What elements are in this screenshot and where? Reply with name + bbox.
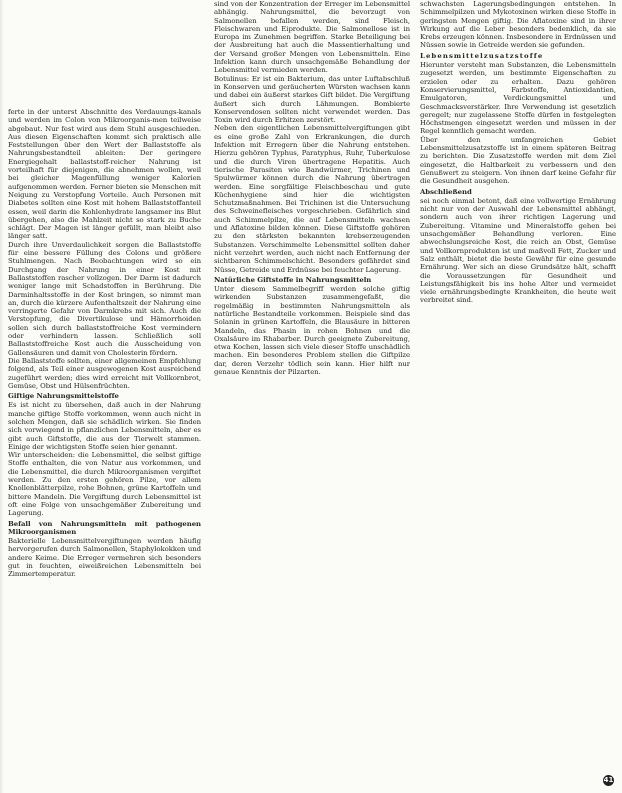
- paragraph: Die Ballaststoffe sollten, einer allgemeinen Empfehlung folgend, als Teil einer ausgewogenen Kost ausreichend zugeführt werden; dies wird erreicht mit Vollkornbrot, Gemüse, Obst und Hülsenfrüchten.: [8, 356, 201, 390]
- text-column-1: [8, 108, 201, 780]
- paragraph: Durch ihre Unverdaulichkeit sorgen die Ballaststoffe für eine bessere Füllung des Colons und größere Stuhlmengen. Nach Beobachtungen wird so ein Durchgang der Nahrung in einer Kost mit Ballaststoffen rascher vollzogen. Der Darm ist dadurch weniger lange mit Schadstoffen in Berührung. Die Darminhaltsstoffe in der Kost bringen, so nimmt man an, durch die kürzere Aufenthaltszeit der Nahrung eine verringerte Gefahr von Darmkrebs mit sich. Auch die Verstopfung, die Divertikulose und Hämorrhoiden sollen sich durch ballaststoffreiche Kost vermindern oder verhindern lassen. Schließlich soll Ballaststoffreiche Kost auch die Ausscheidung von Gallensäuren und damit von Cholesterin fördern.: [8, 240, 201, 357]
- section-heading: Giftige Nahrungsmittelstoffe: [8, 392, 119, 401]
- paragraph: Es ist nicht zu übersehen, daß auch in der Nahrung manche giftige Stoffe vorkommen, wenn auch nicht in solchen Mengen, daß sie schädlich wirken. Sie finden sich vorwiegend in pflanzlichen Lebensmitteln, aber es gibt auch Giftstoffe, die aus der Tierwelt stammen. Einige der wichtigsten Stoffe seien hier genannt.: [8, 401, 201, 451]
- paragraph: Bakterielle Lebensmittelvergiftungen werden häufig hervorgerufen durch Salmonellen, Staphylokokken und andere Keime. Die Erreger vermehren sich besonders gut in feuchten, eiweißreichen Lebensmitteln bei Zimmertemperatur.: [8, 537, 201, 579]
- section-heading: Abschließend: [420, 187, 472, 196]
- page-number-badge: 41: [603, 776, 614, 784]
- text-column-3: [420, 0, 616, 780]
- scan-edge-shadow: [0, 0, 4, 793]
- text-column-2: [214, 0, 410, 780]
- paragraph: Hierunter versteht man Substanzen, die Lebensmitteln zugesetzt werden, um bestimmte Eigenschaften zu erzielen oder zu erhalten. Dazu gehören Konservierungsmittel, Farbstoffe, Antioxidantien, Emulgatoren, Verdickungsmittel und Geschmacksverstärker. Ihre Verwendung ist gesetzlich geregelt; nur zugelassene Stoffe dürfen in festgelegten Höchstmengen eingesetzt werden und müssen in der Regel kenntlich gemacht werden.: [420, 61, 616, 136]
- section-heading: Befall von Nahrungsmitteln mit pathogenen Mikroorganismen: [8, 519, 201, 536]
- paragraph: ferte in der unterst Abschnitte des Verdauungs-kanals und werden im Colon von Mikroorganis-men teilweise abgebaut. Nur fest wird aus dem Stuhl ausgeschieden. Aus diesen Eigenschaften kommt sich praktisch alle Feststellungen über den Wert der Ballaststoffe als Nahrungsbestandteil ableiten: Der geringere Energiegehalt ballaststoff-reicher Nahrung ist vorteilhaft für diejenigen, die abnehmen wollen, weil bei gleicher Magenfüllung weniger Kalorien aufgenommen werden. Ferner bieten sie Menschen mit Neigung zu Verstopfung Vorteile. Auch Personen mit Diabetes sollten eine Kost mit hohem Ballaststoffanteil essen, weil darin die Kohlenhydrate langsamer ins Blut übergehen, also die Mahlzeit nicht so stark zu Buche schlägt. Der Magen ist länger gefüllt, man bleibt also länger satt.: [8, 108, 201, 241]
- section-heading: Natürliche Giftstoffe in Nahrungsmitteln: [214, 275, 372, 284]
- paragraph: sei noch einmal betont, daß eine vollwertige Ernährung nicht nur von der Auswahl der Lebensmittel abhängt, sondern auch von ihrer richtigen Lagerung und Zubereitung. Vitamine und Mineralstoffe gehen bei unsachgemäßer Behandlung verloren. Eine abwechslungsreiche Kost, die reich an Obst, Gemüse und Vollkornprodukten ist und maßvoll Fett, Zucker und Salz enthält, bietet die beste Gewähr für eine gesunde Ernährung. Wer sich an diese Grundsätze hält, schafft die Voraussetzungen für Gesundheit und Leistungsfähigkeit bis ins hohe Alter und vermeidet viele ernährungsbedingte Krankheiten, die heute weit verbreitet sind.: [420, 196, 616, 305]
- paragraph: Botulinus: Er ist ein Bakterium, das unter Luftabschluß in Konserven und geräucherten Würsten wachsen kann und dabei ein äußerst starkes Gift bildet. Die Vergiftung äußert sich durch Lähmungen. Bombierte Konservendosen sollten nicht verwendet werden. Das Toxin wird durch Erhitzen zerstört.: [214, 74, 410, 125]
- paragraph: Neben den eigentlichen Lebensmittelvergiftungen gibt es eine große Zahl von Erkrankungen, die durch Infektion mit Erregern über die Nahrung entstehen. Hierzu gehören Typhus, Paratyphus, Ruhr, Tuberkulose und die durch Viren übertragene Hepatitis. Auch tierische Parasiten wie Bandwürmer, Trichinen und Spulwürmer können durch die Nahrung übertragen werden. Eine sorgfältige Fleischbeschau und gute Küchenhygiene sind hier die wichtigsten Schutzmaßnahmen. Bei Trichinen ist die Untersuchung des Schweinefleisches vorgeschrieben. Gefährlich sind auch Schimmelpilze, die auf Lebensmitteln wachsen und Aflatoxine bilden können. Diese Giftstoffe gehören zu den stärksten bekannten krebserzeugenden Substanzen. Verschimmelte Lebensmittel sollten daher nicht verzehrt werden, auch nicht nach Entfernung der sichtbaren Schimmelschicht. Besonders gefährdet sind Nüsse, Getreide und Erdnüsse bei feuchter Lagerung.: [214, 124, 410, 274]
- paragraph: Wir unterscheiden: die Lebensmittel, die selbst giftige Stoffe enthalten, die von Natur aus vorkommen, und die Lebensmittel, die durch Mikroorganismen vergiftet werden. Zu den ersten gehören Pilze, vor allem Knollenblätterpilze, rohe Bohnen, grüne Kartoffeln und bittere Mandeln. Die Vergiftung durch Lebensmittel ist oft eine Folge von unsachgemäßer Zubereitung und Lagerung.: [8, 451, 201, 518]
- section-heading: Lebensmittelzusatzstoffe: [420, 51, 544, 60]
- paragraph: schwachsten Lagerungsbedingungen entstehen. In Schimmelpilzen und Mykotoxinen wirken diese Stoffe in geringsten Mengen giftig. Die Aflatoxine sind in ihrer Wirkung auf die Leber besonders bedenklich, da sie Krebs erzeugen können. Insbesondere in Erdnüssen und Nüssen sowie in Getreide werden sie gefunden.: [420, 0, 616, 50]
- paragraph: sind von der Konzentration der Erreger im Lebensmittel abhängig. Nahrungsmittel, die bevorzugt von Salmonellen befallen werden, sind Fleisch, Fleischwaren und Eiprodukte. Die Salmonellose ist in Europa im Zunehmen begriffen. Starke Beteiligung bei der Ausbreitung hat auch die Massentierhaltung und der Versand großer Mengen von Lebensmitteln. Eine Infektion kann durch unsachgemäße Behandlung der Lebensmittel vermieden werden.: [214, 0, 410, 75]
- paragraph: Unter diesem Sammelbegriff werden solche giftig wirkenden Substanzen zusammengefaßt, die regelmäßig in bestimmten Nahrungsmitteln als natürliche Bestandteile vorkommen. Beispiele sind das Solanin in grünen Kartoffeln, die Blausäure in bitteren Mandeln, das Phasin in rohen Bohnen und die Oxalsäure im Rhabarber. Durch geeignete Zubereitung, etwa Kochen, lassen sich viele dieser Stoffe unschädlich machen. Ein besonderes Problem stellen die Giftpilze dar, deren Verzehr tödlich sein kann. Hier hilft nur genaue Kenntnis der Pilzarten.: [214, 285, 410, 377]
- paragraph: Über den umfangreichen Gebiet Lebensmittelzusatzstoffe ist in einem späteren Beitrag zu berichten. Die Zusatzstoffe werden mit dem Ziel eingesetzt, die Haltbarkeit zu verbessern und den Genußwert zu steigern. Von ihnen darf keine Gefahr für die Gesundheit ausgehen.: [420, 135, 616, 186]
